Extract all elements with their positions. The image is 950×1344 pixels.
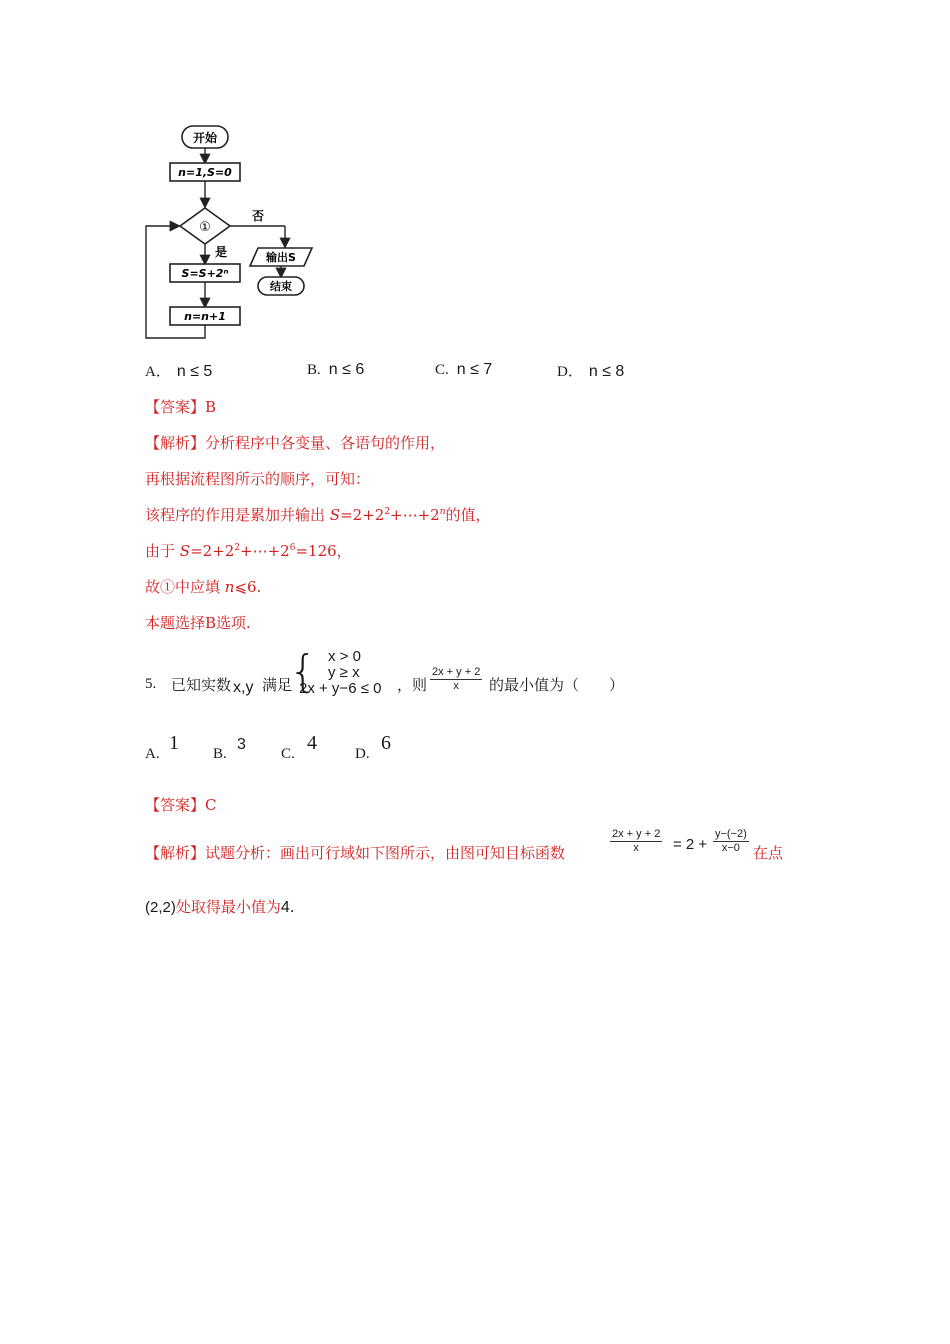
- q5-options: [145, 732, 445, 762]
- q5-vars: x,y: [233, 679, 254, 696]
- q5-eq-mid: = 2 +: [673, 836, 708, 853]
- q4-option-a-value: n ≤ 5: [176, 363, 213, 380]
- q5-analysis-text-2: 在点: [753, 844, 784, 862]
- q4-options: [145, 358, 705, 380]
- q4-analysis-line-3: 该程序的作用是累加并输出 $S=2+2^2+\cdots+2^n$的值，: [145, 506, 491, 524]
- q5-option-a-value: 1: [169, 732, 179, 754]
- q4-analysis-line-1: 【解析】分析程序中各变量、各语句的作用，: [145, 434, 446, 452]
- q5-analysis-tag: 【解析】: [145, 844, 206, 862]
- q5-eq-fraction-2: $\frac{y-(-2)}{x-0}$: [715, 828, 747, 854]
- q5-stem: 5. 已知实数 x,y 满足 { x > 0 y ≥ x 2x + y−6 ≤ 0 ，则 $\frac{2x + y + 2}{x}$ 的最小值为（ ）: [145, 646, 625, 697]
- q4-option-d-value: n ≤ 8: [588, 363, 625, 380]
- q4-answer: [145, 396, 216, 417]
- q4-option-d-letter: D．: [557, 364, 583, 380]
- flow-output-label: 输出S: [266, 251, 296, 264]
- flow-condition-label: ①: [199, 220, 211, 235]
- q5-stem-text-4: 的最小值为（ ）: [489, 676, 625, 694]
- flow-process-label: S=S+2ⁿ: [181, 267, 229, 280]
- q5-eq-fraction-1: $\frac{2x + y + 2}{x}$: [612, 828, 661, 854]
- q5-cond-3: 2x + y−6 ≤ 0: [299, 680, 382, 697]
- q5-option-c-letter: C.: [281, 746, 295, 762]
- flow-start-label: 开始: [192, 131, 218, 145]
- q5-stem-text-2: 满足: [262, 676, 293, 694]
- q4-analysis-line-4: 由于 $S=2+2^2+\cdots+2^6=126$，: [145, 542, 352, 560]
- q4-answer-value: B: [205, 398, 217, 416]
- q4-option-c-letter: C.: [435, 362, 449, 378]
- flow-no-label: 否: [252, 209, 265, 223]
- flow-yes-label: 是: [215, 245, 228, 259]
- q5-option-d-value: 6: [381, 732, 391, 754]
- flow-init-label: n=1,S=0: [178, 166, 232, 179]
- q5-option-b-letter: B.: [213, 746, 227, 762]
- q5-analysis-line-2: (2,2)处取得最小值为4.: [145, 898, 295, 916]
- q5-cond-1: x > 0: [328, 648, 361, 665]
- q5-min-value: 4: [280, 899, 290, 916]
- flowchart: [140, 118, 340, 348]
- q5-analysis-line-1: 【解析】试题分析：画出可行域如下图所示，由图可知目标函数 $\frac{2x + y + 2}{x}$ = 2 + $\frac{y-(-2)}{x-0}$ 在点: [145, 828, 784, 862]
- q4-analysis-line-6: 本题选择B选项.: [145, 614, 251, 632]
- q5-point: (2,2): [145, 899, 176, 916]
- q4-option-b-letter: B.: [307, 362, 321, 378]
- q5-option-a-letter: A.: [145, 746, 160, 762]
- q5-option-b-value: 3: [237, 736, 246, 753]
- q5-option-d-letter: D.: [355, 746, 370, 762]
- q5-answer-value: C: [205, 796, 217, 814]
- q4-answer-tag: 【答案】: [145, 398, 206, 416]
- q5-answer-tag: 【答案】: [145, 796, 206, 814]
- q4-option-b-value: n ≤ 6: [328, 361, 365, 378]
- q4-option-a-letter: A．: [145, 364, 171, 380]
- q5-answer: [145, 794, 217, 815]
- q5-stem-text-1: 已知实数: [171, 676, 232, 694]
- q4-analysis-tag: 【解析】: [145, 434, 206, 452]
- q4-analysis-line-2: 再根据流程图所示的顺序，可知：: [145, 470, 371, 488]
- q4-option-c-value: n ≤ 7: [456, 361, 493, 378]
- q5-fraction: $\frac{2x + y + 2}{x}$: [432, 666, 481, 692]
- q4-analysis-line-5: 故①中应填 n⩽6.: [145, 578, 262, 596]
- flow-increment-label: n=n+1: [184, 310, 226, 323]
- q5-cond-2: y ≥ x: [328, 664, 360, 681]
- flow-end-label: 结束: [270, 280, 292, 293]
- q5-number: 5.: [145, 676, 157, 692]
- q5-option-c-value: 4: [307, 732, 317, 754]
- q5-stem-text-3: ，则: [397, 676, 428, 694]
